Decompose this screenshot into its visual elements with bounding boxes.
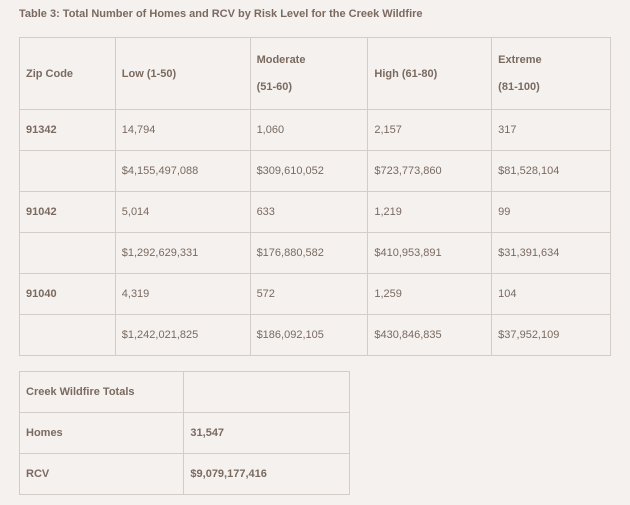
cell-zip: 91342 bbox=[20, 110, 116, 151]
totals-title: Creek Wildfire Totals bbox=[20, 372, 184, 413]
totals-rcv-row bbox=[20, 454, 350, 495]
cell-low: $4,155,497,088 bbox=[115, 151, 250, 192]
cell-moderate: 1,060 bbox=[250, 110, 368, 151]
cell-extreme: 104 bbox=[492, 274, 611, 315]
header-extreme-range: (81-100) bbox=[498, 81, 540, 93]
header-zip-code: Zip Code bbox=[20, 38, 116, 110]
cell-low: 14,794 bbox=[115, 110, 250, 151]
cell-moderate: 572 bbox=[250, 274, 368, 315]
cell-zip: 91040 bbox=[20, 274, 116, 315]
header-extreme-label: Extreme bbox=[498, 54, 542, 66]
risk-level-table bbox=[19, 37, 611, 356]
cell-moderate: $186,092,105 bbox=[250, 315, 368, 356]
table-caption: Table 3: Total Number of Homes and RCV by Risk Level for the Creek Wildfire bbox=[19, 8, 423, 20]
cell-high: 1,219 bbox=[368, 192, 492, 233]
table-header-row bbox=[20, 38, 611, 110]
cell-high: $410,953,891 bbox=[368, 233, 492, 274]
cell-zip bbox=[20, 315, 116, 356]
cell-moderate: $309,610,052 bbox=[250, 151, 368, 192]
cell-high: $723,773,860 bbox=[368, 151, 492, 192]
totals-title-value bbox=[184, 372, 350, 413]
cell-moderate: 633 bbox=[250, 192, 368, 233]
cell-high: 1,259 bbox=[368, 274, 492, 315]
totals-rcv-label: RCV bbox=[20, 454, 184, 495]
cell-extreme: $37,952,109 bbox=[492, 315, 611, 356]
cell-zip bbox=[20, 151, 116, 192]
cell-high: 2,157 bbox=[368, 110, 492, 151]
cell-extreme: $31,391,634 bbox=[492, 233, 611, 274]
cell-extreme: $81,528,104 bbox=[492, 151, 611, 192]
totals-title-row bbox=[20, 372, 350, 413]
totals-rcv-value: $9,079,177,416 bbox=[184, 454, 350, 495]
header-extreme bbox=[492, 38, 611, 110]
table-row bbox=[20, 315, 611, 356]
totals-homes-value: 31,547 bbox=[184, 413, 350, 454]
totals-homes-label: Homes bbox=[20, 413, 184, 454]
header-low: Low (1-50) bbox=[115, 38, 250, 110]
cell-low: $1,292,629,331 bbox=[115, 233, 250, 274]
cell-moderate: $176,880,582 bbox=[250, 233, 368, 274]
header-moderate bbox=[250, 38, 368, 110]
cell-high: $430,846,835 bbox=[368, 315, 492, 356]
totals-table bbox=[19, 371, 350, 495]
cell-low: $1,242,021,825 bbox=[115, 315, 250, 356]
cell-low: 5,014 bbox=[115, 192, 250, 233]
cell-extreme: 99 bbox=[492, 192, 611, 233]
header-high: High (61-80) bbox=[368, 38, 492, 110]
totals-homes-row bbox=[20, 413, 350, 454]
table-row bbox=[20, 192, 611, 233]
cell-low: 4,319 bbox=[115, 274, 250, 315]
table-row bbox=[20, 274, 611, 315]
cell-extreme: 317 bbox=[492, 110, 611, 151]
table-row bbox=[20, 151, 611, 192]
header-moderate-range: (51-60) bbox=[256, 81, 293, 93]
table-row bbox=[20, 110, 611, 151]
cell-zip bbox=[20, 233, 116, 274]
header-moderate-label: Moderate bbox=[256, 54, 306, 66]
cell-zip: 91042 bbox=[20, 192, 116, 233]
table-row bbox=[20, 233, 611, 274]
